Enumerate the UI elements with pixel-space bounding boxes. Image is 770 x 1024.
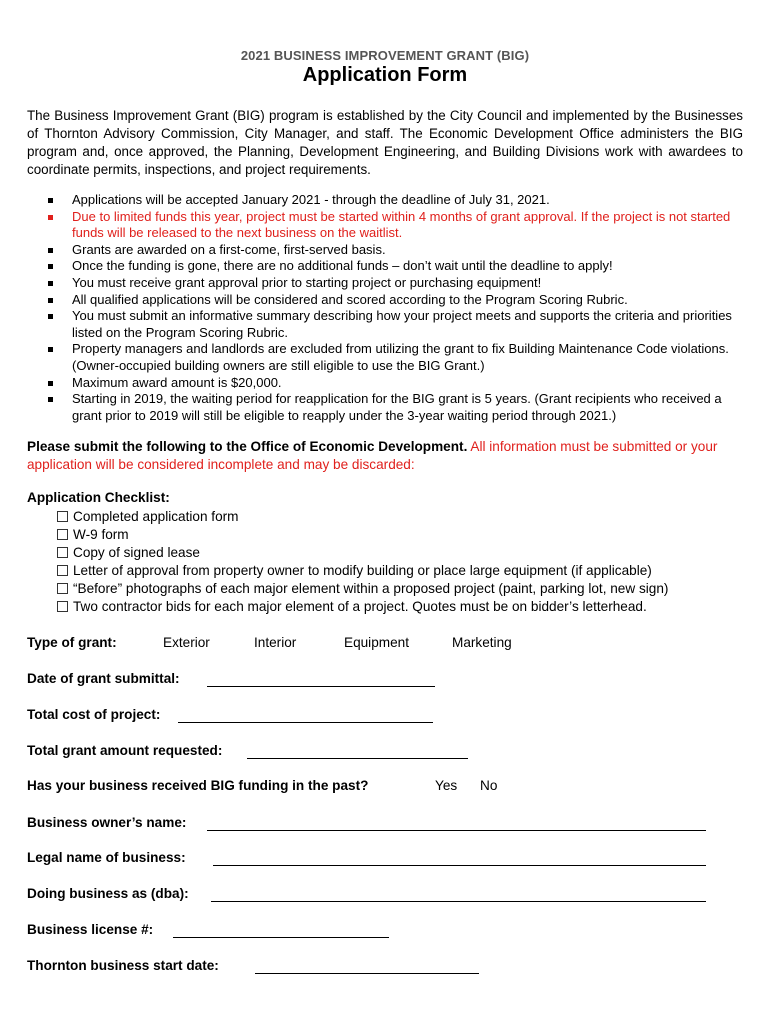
start-date-row (27, 956, 743, 976)
checkbox-icon[interactable] (57, 565, 68, 576)
rule-item: You must receive grant approval prior to starting project or purchasing equipment! (27, 275, 743, 292)
start-date-label: Thornton business start date: (27, 958, 219, 973)
bullet-square-icon (48, 248, 53, 253)
past-funding-row (27, 776, 743, 796)
submission-warning: All information must be submitted or your application will be considered incomplete and may be discarded: (27, 439, 718, 472)
checkbox-icon[interactable] (57, 601, 68, 612)
submittal-date-field[interactable] (207, 686, 435, 687)
rule-item: You must submit an informative summary describing how your project meets and supports the criteria and priorities listed on the Program Scoring Rubric. (27, 308, 743, 341)
rule-item: Starting in 2019, the waiting period for reapplication for the BIG grant is 5 years. (Grant recipients who received a grant prior to 2019 will still be eligible to reapply under the 3-year waiting period through 2021.) (27, 391, 743, 424)
bullet-square-icon (48, 215, 53, 220)
checkbox-icon[interactable] (57, 529, 68, 540)
license-row (27, 920, 743, 940)
submission-instructions (27, 438, 743, 474)
program-rules-list (27, 192, 743, 424)
submittal-date-label: Date of grant submittal: (27, 671, 180, 686)
bullet-square-icon (48, 264, 53, 269)
page-title: Application Form (302, 64, 468, 86)
bullet-square-icon (48, 198, 53, 203)
checklist-item: Two contractor bids for each major element of a project. Quotes must be on bidder’s letterhead. (57, 598, 668, 616)
program-supertitle: 2021 BUSINESS IMPROVEMENT GRANT (BIG) (240, 48, 530, 63)
checklist-item: Completed application form (57, 508, 668, 526)
checklist-item: W-9 form (57, 526, 668, 544)
bullet-square-icon (48, 347, 53, 352)
past-funding-yes-option[interactable]: Yes (435, 778, 458, 793)
legal-name-field[interactable] (213, 865, 706, 866)
rule-item-warning: Due to limited funds this year, project must be started within 4 months of grant approval. If the project is not started funds will be released to the next business on the waitlist. (27, 209, 743, 242)
bullet-square-icon (48, 281, 53, 286)
past-funding-label: Has your business received BIG funding in the past? (27, 778, 369, 793)
legal-name-row (27, 848, 743, 868)
bullet-square-icon (48, 381, 53, 386)
grant-type-row (27, 633, 743, 653)
total-cost-field[interactable] (178, 722, 433, 723)
bullet-square-icon (48, 397, 53, 402)
checklist-item: “Before” photographs of each major element within a proposed project (paint, parking lot, new sign) (57, 580, 668, 598)
grant-type-option-equipment[interactable]: Equipment (344, 635, 409, 650)
grant-type-label: Type of grant: (27, 635, 117, 650)
rule-item: Grants are awarded on a first-come, first-served basis. (27, 242, 743, 259)
owner-name-label: Business owner’s name: (27, 815, 187, 830)
dba-field[interactable] (211, 901, 706, 902)
owner-name-row (27, 813, 743, 833)
submittal-date-row (27, 669, 743, 689)
checkbox-icon[interactable] (57, 511, 68, 522)
rule-item: Once the funding is gone, there are no additional funds – don’t wait until the deadline to apply! (27, 258, 743, 275)
past-funding-no-option[interactable]: No (480, 778, 498, 793)
grant-type-option-exterior[interactable]: Exterior (163, 635, 210, 650)
rule-item: Property managers and landlords are excluded from utilizing the grant to fix Building Maintenance Code violations. (Owner-occupied building owners are still eligible to use the BIG Grant.) (27, 341, 743, 374)
grant-type-option-interior[interactable]: Interior (254, 635, 297, 650)
dba-row (27, 884, 743, 904)
checklist-title: Application Checklist: (27, 490, 170, 505)
grant-amount-label: Total grant amount requested: (27, 743, 223, 758)
rule-item: Applications will be accepted January 2021 - through the deadline of July 31, 2021. (27, 192, 743, 209)
license-label: Business license #: (27, 922, 154, 937)
submission-instructions-bold: Please submit the following to the Office of Economic Development. (27, 439, 468, 454)
bullet-square-icon (48, 314, 53, 319)
grant-amount-row (27, 741, 743, 761)
license-field[interactable] (173, 937, 389, 938)
legal-name-label: Legal name of business: (27, 850, 186, 865)
checklist-item: Copy of signed lease (57, 544, 668, 562)
intro-paragraph: The Business Improvement Grant (BIG) program is established by the City Council and implemented by the Businesses of Thornton Advisory Commission, City Manager, and staff. The Economic Development Office administers the BIG program and, once approved, the Planning, Development Engineering, and Building Divisions work with awardees to coordinate permits, inspections, and project requirements. (27, 108, 743, 177)
owner-name-field[interactable] (207, 830, 706, 831)
dba-label: Doing business as (dba): (27, 886, 189, 901)
checkbox-icon[interactable] (57, 583, 68, 594)
bullet-square-icon (48, 298, 53, 303)
checklist-item: Letter of approval from property owner to modify building or place large equipment (if applicable) (57, 562, 668, 580)
total-cost-label: Total cost of project: (27, 707, 161, 722)
total-cost-row (27, 705, 743, 725)
application-checklist (57, 508, 668, 616)
rule-item: Maximum award amount is $20,000. (27, 375, 743, 392)
checkbox-icon[interactable] (57, 547, 68, 558)
grant-amount-field[interactable] (247, 758, 468, 759)
grant-type-option-marketing[interactable]: Marketing (452, 635, 512, 650)
start-date-field[interactable] (255, 973, 479, 974)
rule-item: All qualified applications will be considered and scored according to the Program Scoring Rubric. (27, 292, 743, 309)
